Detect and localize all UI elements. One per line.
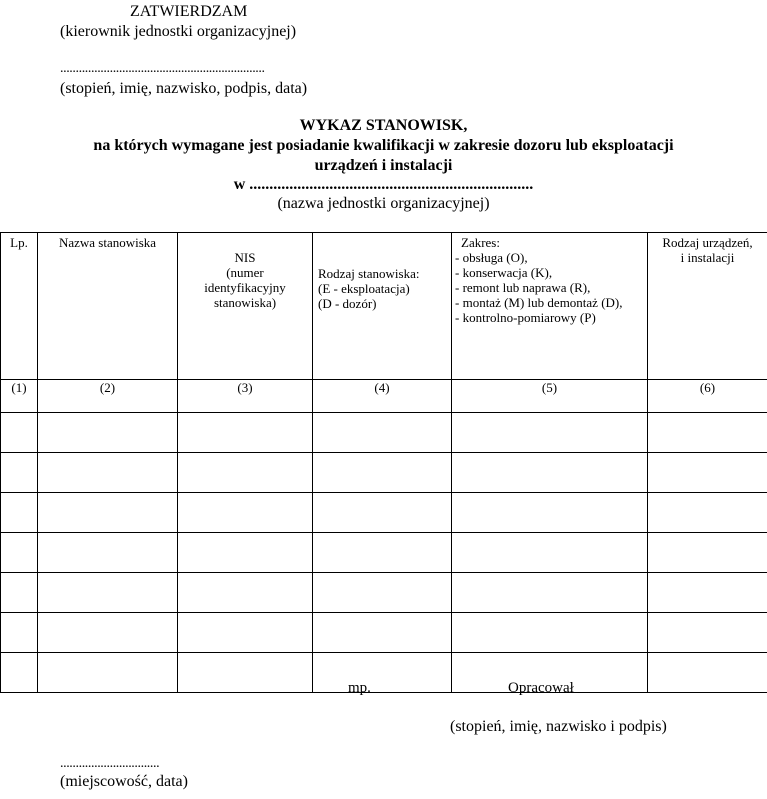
table-cell[interactable] [38, 453, 178, 493]
table-row [1, 413, 767, 453]
table-cell[interactable] [38, 533, 178, 573]
header-scope-title: Zakres: [461, 235, 500, 250]
column-number: (1) [1, 380, 38, 413]
table-cell[interactable] [648, 613, 767, 653]
header-lp: Lp. [1, 233, 38, 380]
table-cell[interactable] [313, 533, 452, 573]
header-kind-line2: i instalacji [680, 250, 735, 265]
header-type-line3: (D - dozór) [318, 296, 377, 311]
table-cell[interactable] [452, 533, 648, 573]
table-cell[interactable] [178, 493, 313, 533]
header-scope-item: - remont lub naprawa (R), [455, 280, 591, 295]
table-cell[interactable] [1, 453, 38, 493]
table-cell[interactable] [648, 453, 767, 493]
table-cell[interactable] [648, 573, 767, 613]
stamp-place-label: mp. [348, 680, 371, 696]
place-date-caption: (miejscowość, data) [60, 773, 188, 790]
table-cell[interactable] [178, 413, 313, 453]
table-cell[interactable] [313, 493, 452, 533]
column-number: (5) [452, 380, 648, 413]
document-subtitle-line2: urządzeń i instalacji [314, 157, 453, 174]
table-cell[interactable] [178, 573, 313, 613]
header-device-kind [648, 233, 767, 380]
table-row [1, 613, 767, 653]
table-cell[interactable] [178, 453, 313, 493]
header-position-type [313, 233, 452, 380]
table-cell[interactable] [313, 453, 452, 493]
table-cell[interactable] [452, 453, 648, 493]
table-cell[interactable] [452, 573, 648, 613]
table-cell[interactable] [178, 613, 313, 653]
header-type-line1: Rodzaj stanowiska: [318, 266, 420, 281]
document-subtitle-line1: na których wymagane jest posiadanie kwalifikacji w zakresie dozoru lub eksploatacji [93, 137, 674, 154]
header-scope [452, 233, 648, 380]
table-cell[interactable] [38, 573, 178, 613]
approval-subtitle: (kierownik jednostki organizacyjnej) [60, 23, 297, 40]
table-cell[interactable] [648, 493, 767, 533]
table-cell[interactable] [452, 613, 648, 653]
document-title: WYKAZ STANOWISK, [299, 117, 468, 134]
table-cell[interactable] [38, 653, 178, 693]
table-row [1, 573, 767, 613]
header-scope-item: - montaż (M) lub demontaż (D), [455, 295, 623, 310]
column-number: (2) [38, 380, 178, 413]
table-cell[interactable] [648, 653, 767, 693]
header-nis [178, 233, 313, 380]
unit-caption: (nazwa jednostki organizacyjnej) [277, 195, 490, 212]
table-cell[interactable] [1, 493, 38, 533]
table-cell[interactable] [1, 573, 38, 613]
header-scope-item: - kontrolno-pomiarowy (P) [455, 310, 596, 325]
table-cell[interactable] [648, 413, 767, 453]
table-row [1, 493, 767, 533]
header-scope-item: - konserwacja (K), [455, 265, 553, 280]
prepared-by-caption: (stopień, imię, nazwisko i podpis) [450, 718, 667, 735]
table-row [1, 533, 767, 573]
table-cell[interactable] [38, 493, 178, 533]
header-scope-item: - obsługa (O), [455, 250, 528, 265]
prepared-by-label: Opracował [508, 680, 574, 696]
table-cell[interactable] [313, 653, 452, 693]
column-number-row [1, 380, 767, 413]
header-type-line2: (E - eksploatacja) [318, 281, 410, 296]
unit-dotted-line: w ....................................................................... [233, 176, 534, 193]
header-position-name: Nazwa stanowiska [38, 233, 178, 380]
table-cell[interactable] [1, 613, 38, 653]
table-cell[interactable] [1, 533, 38, 573]
header-nis-line3: identyfikacyjny [204, 280, 286, 295]
place-date-dotted-line: ................................ [60, 756, 160, 771]
column-number: (6) [648, 380, 767, 413]
table-cell[interactable] [313, 413, 452, 453]
signature-caption: (stopień, imię, nazwisko, podpis, data) [60, 80, 308, 97]
table-cell[interactable] [648, 533, 767, 573]
table-cell[interactable] [38, 413, 178, 453]
table-header-row [1, 233, 767, 380]
table-cell[interactable] [313, 613, 452, 653]
table-cell[interactable] [38, 613, 178, 653]
signature-dotted-line: .................................................................. [60, 61, 265, 76]
table-row [1, 653, 767, 693]
table-cell[interactable] [452, 493, 648, 533]
approval-title: ZATWIERDZAM [130, 3, 248, 20]
table-cell[interactable] [1, 413, 38, 453]
table-cell[interactable] [178, 653, 313, 693]
header-kind-line1: Rodzaj urządzeń, [662, 235, 753, 250]
column-number: (4) [313, 380, 452, 413]
table-cell[interactable] [178, 533, 313, 573]
positions-table [0, 232, 767, 693]
table-row [1, 453, 767, 493]
header-nis-line2: (numer [226, 265, 264, 280]
header-nis-line1: NIS [234, 250, 256, 265]
column-number: (3) [178, 380, 313, 413]
table-cell[interactable] [1, 653, 38, 693]
header-nis-line4: stanowiska) [213, 295, 277, 310]
table-cell[interactable] [313, 573, 452, 613]
table-cell[interactable] [452, 413, 648, 453]
